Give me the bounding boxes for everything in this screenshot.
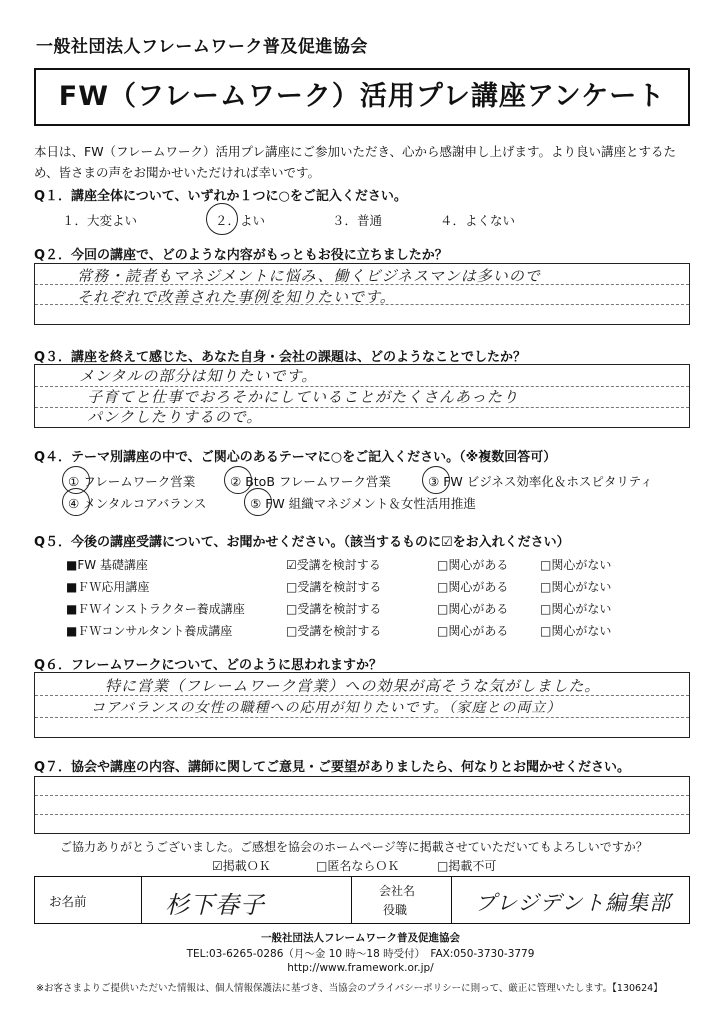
q6-line-2: [35, 717, 689, 718]
q5-row-3-interested[interactable]: □関心がある: [437, 602, 509, 616]
q5-row-1-interested[interactable]: □関心がある: [437, 558, 509, 572]
q6-answer-line-2: コアバランスの女性の職種への応用が知りたいです。（家庭との両立）: [91, 700, 562, 716]
q4-theme-2[interactable]: [230, 472, 391, 490]
q6-answer-box[interactable]: [34, 672, 690, 738]
q4-theme-5[interactable]: [250, 494, 476, 512]
footer-contact: TEL:03-6265-0286（月～金 10 時～18 時受付） FAX:050-3730-3779: [186, 948, 535, 960]
intro-line-2: め、皆さまの声をお聞かせいただければ幸いです。: [34, 165, 321, 180]
intro-text: [34, 141, 694, 183]
q4-theme-3-num: ③: [428, 474, 440, 489]
q4-theme-5-circle: [244, 488, 272, 516]
footer-notice: ※お客さまよりご提供いただいた情報は、個人情報保護法に基づき、当協会のプライバシーポリシーに則って、厳正に管理いたします。【130624】: [36, 983, 663, 994]
consent-question: ご協力ありがとうございました。ご感想を協会のホームページ等に掲載させていただいてもよろしいですか？: [60, 840, 648, 854]
q1-selected-circle: [206, 203, 238, 235]
q5-row-4-consider[interactable]: □受講を検討する: [286, 624, 382, 638]
q5-row-3-consider[interactable]: □受講を検討する: [286, 602, 382, 616]
q2-answer-line-2: それぞれで改善された事例を知りたいです。: [77, 288, 396, 306]
q7-question: Q７．協会や講座の内容、講師に関してご意見・ご要望がありましたら、何なりとお聞かせください。: [34, 760, 631, 775]
q5-row-4-not-interested[interactable]: □関心がない: [540, 624, 612, 638]
q7-line-1: [35, 795, 689, 796]
q5-row-2-not-interested[interactable]: □関心がない: [540, 580, 612, 594]
q4-theme-2-circle: [224, 466, 252, 494]
q4-theme-3[interactable]: [428, 472, 653, 490]
q4-theme-5-label: FW 組織マネジメント＆女性活用推進: [265, 496, 476, 511]
q4-theme-3-circle: [422, 466, 450, 494]
q2-answer-box[interactable]: [34, 263, 690, 325]
q4-theme-4-circle: [62, 488, 90, 516]
name-box: [34, 876, 690, 924]
q5-row-1-course: ■FW 基礎講座: [66, 558, 148, 572]
q5-row-2-interested[interactable]: □関心がある: [437, 580, 509, 594]
q5-row-4-course: ■ＦＷコンサルタント養成講座: [66, 624, 233, 638]
q6-question: Q６．フレームワークについて、どのように思われますか？: [34, 658, 383, 673]
consent-anonymous-ok[interactable]: □匿名ならＯＫ: [316, 859, 400, 873]
q5-row-2-consider[interactable]: □受講を検討する: [286, 580, 382, 594]
q5-row-1-consider[interactable]: ☑受講を検討する: [286, 558, 381, 572]
q6-answer-line-1: 特に営業（フレームワーク営業）への効果が高そうな気がしました。: [105, 677, 601, 695]
q4-theme-1-num: ①: [68, 474, 80, 489]
name-value[interactable]: 杉下春子: [165, 891, 265, 919]
q2-question: Q２．今回の講座で、どのような内容がもっともお役に立ちましたか？: [34, 248, 448, 263]
intro-line-1: 本日は、FW（フレームワーク）活用プレ講座にご参加いただき、心から感謝申し上げます。より良い講座とするた: [34, 144, 677, 159]
q3-answer-box[interactable]: [34, 364, 690, 428]
q1-option-1[interactable]: １．大変よい: [62, 213, 138, 228]
title-box: [34, 68, 690, 126]
q5-row-2-course: ■ＦＷ応用講座: [66, 580, 150, 594]
q1-option-4[interactable]: ４．よくない: [440, 213, 516, 228]
q5-question: Q５．今後の講座受講について、お聞かせください。（該当するものに☑をお入れください）: [34, 535, 570, 550]
organization-name: 一般社団法人フレームワーク普及促進協会: [36, 37, 368, 57]
footer-org: 一般社団法人フレームワーク普及促進協会: [260, 932, 461, 944]
name-divider-3: [451, 877, 452, 923]
q4-theme-2-label: BtoB フレームワーク営業: [245, 474, 391, 489]
q7-line-2: [35, 814, 689, 815]
q4-theme-2-num: ②: [230, 474, 242, 489]
q4-theme-4-label: メンタルコアバランス: [83, 496, 207, 511]
q3-answer-line-1: メンタルの部分は知りたいです。: [79, 367, 318, 385]
name-divider-2: [351, 877, 352, 923]
q7-answer-box[interactable]: [34, 776, 690, 834]
q3-answer-line-3: パンクしたりするので。: [87, 408, 263, 426]
q5-row-1-not-interested[interactable]: □関心がない: [540, 558, 612, 572]
q4-theme-1-label: フレームワーク営業: [83, 474, 196, 489]
q4-theme-3-label: FW ビジネス効率化＆ホスピタリティ: [443, 474, 653, 489]
q4-theme-5-num: ⑤: [250, 496, 262, 511]
name-label: お名前: [49, 894, 87, 909]
role-label: 役職: [383, 903, 408, 917]
q3-answer-line-2: 子育てと仕事でおろそかにしていることがたくさんあったり: [87, 388, 519, 406]
q4-theme-4-num: ④: [68, 496, 80, 511]
name-divider-1: [141, 877, 142, 923]
consent-ok[interactable]: ☑掲載ＯＫ: [212, 859, 271, 873]
footer-url[interactable]: http://www.framework.or.jp/: [287, 962, 434, 974]
q2-answer-line-1: 常務・読者もマネジメントに悩み、働くビジネスマンは多いので: [77, 267, 541, 285]
q3-question: Q３．講座を終えて感じた、あなた自身・会社の課題は、どのようなことでしたか？: [34, 350, 527, 365]
page-title: FW（フレームワーク）活用プレ講座アンケート: [58, 81, 666, 112]
q1-question: Q１．講座全体について、いずれか１つに○をご記入ください。: [34, 189, 407, 204]
q1-option-2[interactable]: ２．よい: [215, 213, 266, 228]
q5-row-4-interested[interactable]: □関心がある: [437, 624, 509, 638]
q5-row-3-course: ■ＦＷインストラクター養成講座: [66, 602, 245, 616]
q1-option-3[interactable]: ３．普通: [332, 213, 383, 228]
company-value[interactable]: プレジデント編集部: [475, 891, 672, 915]
q4-question: Q４．テーマ別講座の中で、ご関心のあるテーマに○をご記入ください。（※複数回答可）: [34, 450, 557, 465]
q5-row-3-not-interested[interactable]: □関心がない: [540, 602, 612, 616]
consent-not-allowed[interactable]: □掲載不可: [437, 859, 497, 873]
company-label: 会社名: [379, 884, 416, 898]
